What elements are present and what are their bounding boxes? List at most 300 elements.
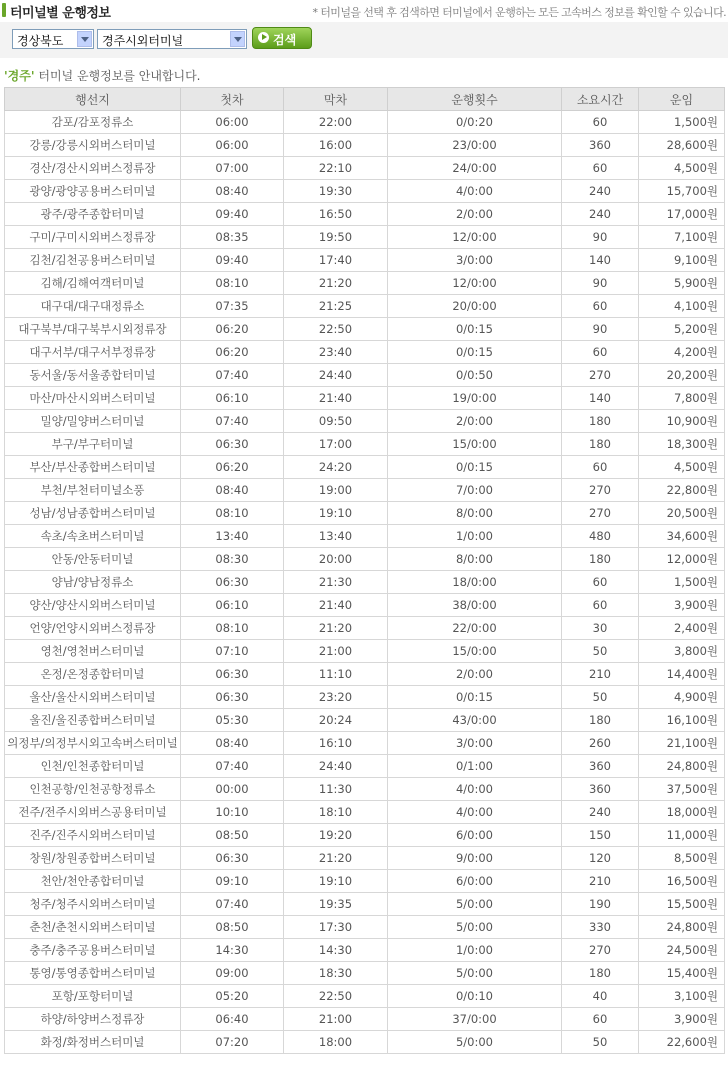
duration-cell: 330 bbox=[562, 916, 639, 939]
destination-cell: 김천/김천공용버스터미널 bbox=[5, 249, 181, 272]
last-bus-cell: 24:40 bbox=[284, 755, 388, 778]
fare-cell: 16,500원 bbox=[639, 870, 725, 893]
table-row bbox=[5, 502, 725, 525]
last-bus-cell: 24:20 bbox=[284, 456, 388, 479]
first-bus-cell: 08:10 bbox=[181, 502, 284, 525]
duration-cell: 180 bbox=[562, 709, 639, 732]
table-row bbox=[5, 663, 725, 686]
trip-count-cell: 0/0:10 bbox=[388, 985, 562, 1008]
table-row bbox=[5, 801, 725, 824]
first-bus-cell: 06:10 bbox=[181, 594, 284, 617]
duration-cell: 150 bbox=[562, 824, 639, 847]
last-bus-cell: 20:24 bbox=[284, 709, 388, 732]
table-header-row bbox=[5, 88, 725, 111]
table-row bbox=[5, 571, 725, 594]
fare-cell: 15,400원 bbox=[639, 962, 725, 985]
duration-cell: 240 bbox=[562, 180, 639, 203]
duration-cell: 360 bbox=[562, 778, 639, 801]
destination-cell: 광주/광주종합터미널 bbox=[5, 203, 181, 226]
destination-cell: 속초/속초버스터미널 bbox=[5, 525, 181, 548]
table-row bbox=[5, 709, 725, 732]
table-row bbox=[5, 410, 725, 433]
header-first-bus: 첫차 bbox=[181, 88, 284, 111]
fare-cell: 3,900원 bbox=[639, 594, 725, 617]
last-bus-cell: 14:30 bbox=[284, 939, 388, 962]
trip-count-cell: 5/0:00 bbox=[388, 916, 562, 939]
trip-count-cell: 38/0:00 bbox=[388, 594, 562, 617]
trip-count-cell: 9/0:00 bbox=[388, 847, 562, 870]
fare-cell: 5,900원 bbox=[639, 272, 725, 295]
destination-cell: 온정/온정종합터미널 bbox=[5, 663, 181, 686]
table-row bbox=[5, 249, 725, 272]
destination-cell: 성남/성남종합버스터미널 bbox=[5, 502, 181, 525]
table-row bbox=[5, 387, 725, 410]
first-bus-cell: 08:40 bbox=[181, 180, 284, 203]
trip-count-cell: 0/0:15 bbox=[388, 318, 562, 341]
last-bus-cell: 16:50 bbox=[284, 203, 388, 226]
destination-cell: 인천공항/인천공항정류소 bbox=[5, 778, 181, 801]
trip-count-cell: 8/0:00 bbox=[388, 548, 562, 571]
last-bus-cell: 19:35 bbox=[284, 893, 388, 916]
table-row bbox=[5, 755, 725, 778]
play-icon bbox=[258, 32, 269, 43]
duration-cell: 50 bbox=[562, 640, 639, 663]
duration-cell: 190 bbox=[562, 893, 639, 916]
last-bus-cell: 16:10 bbox=[284, 732, 388, 755]
fare-cell: 3,100원 bbox=[639, 985, 725, 1008]
destination-cell: 광양/광양공용버스터미널 bbox=[5, 180, 181, 203]
table-row bbox=[5, 525, 725, 548]
last-bus-cell: 21:20 bbox=[284, 272, 388, 295]
trip-count-cell: 43/0:00 bbox=[388, 709, 562, 732]
trip-count-cell: 3/0:00 bbox=[388, 732, 562, 755]
table-row bbox=[5, 985, 725, 1008]
last-bus-cell: 21:40 bbox=[284, 594, 388, 617]
fare-cell: 16,100원 bbox=[639, 709, 725, 732]
trip-count-cell: 0/0:15 bbox=[388, 686, 562, 709]
duration-cell: 270 bbox=[562, 479, 639, 502]
routes-table bbox=[4, 87, 725, 1054]
fare-cell: 20,200원 bbox=[639, 364, 725, 387]
destination-cell: 의정부/의정부시외고속버스터미널 bbox=[5, 732, 181, 755]
table-row bbox=[5, 847, 725, 870]
last-bus-cell: 18:00 bbox=[284, 1031, 388, 1054]
first-bus-cell: 06:10 bbox=[181, 387, 284, 410]
header-trip-count: 운행횟수 bbox=[388, 88, 562, 111]
trip-count-cell: 15/0:00 bbox=[388, 640, 562, 663]
last-bus-cell: 17:00 bbox=[284, 433, 388, 456]
trip-count-cell: 4/0:00 bbox=[388, 778, 562, 801]
fare-cell: 15,500원 bbox=[639, 893, 725, 916]
duration-cell: 60 bbox=[562, 594, 639, 617]
duration-cell: 90 bbox=[562, 226, 639, 249]
destination-cell: 부천/부천터미널소풍 bbox=[5, 479, 181, 502]
duration-cell: 60 bbox=[562, 295, 639, 318]
fare-cell: 1,500원 bbox=[639, 111, 725, 134]
fare-cell: 24,800원 bbox=[639, 755, 725, 778]
last-bus-cell: 11:30 bbox=[284, 778, 388, 801]
last-bus-cell: 23:20 bbox=[284, 686, 388, 709]
fare-cell: 3,800원 bbox=[639, 640, 725, 663]
chevron-down-icon[interactable] bbox=[77, 31, 92, 47]
destination-cell: 울진/울진종합버스터미널 bbox=[5, 709, 181, 732]
intro-text bbox=[4, 67, 201, 84]
first-bus-cell: 13:40 bbox=[181, 525, 284, 548]
table-row bbox=[5, 180, 725, 203]
fare-cell: 12,000원 bbox=[639, 548, 725, 571]
first-bus-cell: 06:30 bbox=[181, 571, 284, 594]
table-row bbox=[5, 272, 725, 295]
last-bus-cell: 19:10 bbox=[284, 502, 388, 525]
first-bus-cell: 07:00 bbox=[181, 157, 284, 180]
first-bus-cell: 06:20 bbox=[181, 456, 284, 479]
fare-cell: 7,100원 bbox=[639, 226, 725, 249]
duration-cell: 60 bbox=[562, 456, 639, 479]
trip-count-cell: 0/0:50 bbox=[388, 364, 562, 387]
last-bus-cell: 16:00 bbox=[284, 134, 388, 157]
fare-cell: 22,600원 bbox=[639, 1031, 725, 1054]
last-bus-cell: 19:50 bbox=[284, 226, 388, 249]
first-bus-cell: 10:10 bbox=[181, 801, 284, 824]
fare-cell: 4,200원 bbox=[639, 341, 725, 364]
destination-cell: 하양/하양버스정류장 bbox=[5, 1008, 181, 1031]
last-bus-cell: 21:20 bbox=[284, 617, 388, 640]
last-bus-cell: 21:25 bbox=[284, 295, 388, 318]
table-row bbox=[5, 318, 725, 341]
destination-cell: 부산/부산종합버스터미널 bbox=[5, 456, 181, 479]
duration-cell: 240 bbox=[562, 203, 639, 226]
trip-count-cell: 2/0:00 bbox=[388, 410, 562, 433]
first-bus-cell: 09:40 bbox=[181, 249, 284, 272]
destination-cell: 동서울/동서울종합터미널 bbox=[5, 364, 181, 387]
duration-cell: 240 bbox=[562, 801, 639, 824]
last-bus-cell: 11:10 bbox=[284, 663, 388, 686]
destination-cell: 구미/구미시외버스정류장 bbox=[5, 226, 181, 249]
destination-cell: 부구/부구터미널 bbox=[5, 433, 181, 456]
last-bus-cell: 19:30 bbox=[284, 180, 388, 203]
table-row bbox=[5, 594, 725, 617]
table-row bbox=[5, 824, 725, 847]
search-button-label: 검색 bbox=[273, 33, 297, 47]
first-bus-cell: 08:40 bbox=[181, 479, 284, 502]
header-last-bus: 막차 bbox=[284, 88, 388, 111]
first-bus-cell: 07:20 bbox=[181, 1031, 284, 1054]
last-bus-cell: 21:20 bbox=[284, 847, 388, 870]
fare-cell: 9,100원 bbox=[639, 249, 725, 272]
last-bus-cell: 22:10 bbox=[284, 157, 388, 180]
destination-cell: 청주/청주시외버스터미널 bbox=[5, 893, 181, 916]
trip-count-cell: 18/0:00 bbox=[388, 571, 562, 594]
terminal-select[interactable] bbox=[97, 29, 247, 49]
last-bus-cell: 09:50 bbox=[284, 410, 388, 433]
fare-cell: 34,600원 bbox=[639, 525, 725, 548]
first-bus-cell: 06:40 bbox=[181, 1008, 284, 1031]
table-row bbox=[5, 870, 725, 893]
trip-count-cell: 24/0:00 bbox=[388, 157, 562, 180]
destination-cell: 포항/포항터미널 bbox=[5, 985, 181, 1008]
fare-cell: 1,500원 bbox=[639, 571, 725, 594]
duration-cell: 180 bbox=[562, 962, 639, 985]
duration-cell: 180 bbox=[562, 433, 639, 456]
fare-cell: 2,400원 bbox=[639, 617, 725, 640]
last-bus-cell: 21:30 bbox=[284, 571, 388, 594]
destination-cell: 마산/마산시외버스터미널 bbox=[5, 387, 181, 410]
trip-count-cell: 5/0:00 bbox=[388, 893, 562, 916]
first-bus-cell: 06:30 bbox=[181, 686, 284, 709]
fare-cell: 24,500원 bbox=[639, 939, 725, 962]
last-bus-cell: 18:30 bbox=[284, 962, 388, 985]
last-bus-cell: 23:40 bbox=[284, 341, 388, 364]
page-title: 터미널별 운행정보 bbox=[10, 6, 111, 21]
first-bus-cell: 07:40 bbox=[181, 364, 284, 387]
trip-count-cell: 1/0:00 bbox=[388, 525, 562, 548]
table-row bbox=[5, 203, 725, 226]
duration-cell: 90 bbox=[562, 318, 639, 341]
duration-cell: 180 bbox=[562, 410, 639, 433]
table-row bbox=[5, 916, 725, 939]
table-row bbox=[5, 640, 725, 663]
first-bus-cell: 07:40 bbox=[181, 755, 284, 778]
first-bus-cell: 09:00 bbox=[181, 962, 284, 985]
table-row bbox=[5, 548, 725, 571]
duration-cell: 210 bbox=[562, 663, 639, 686]
table-row bbox=[5, 962, 725, 985]
first-bus-cell: 00:00 bbox=[181, 778, 284, 801]
table-row bbox=[5, 617, 725, 640]
fare-cell: 5,200원 bbox=[639, 318, 725, 341]
fare-cell: 28,600원 bbox=[639, 134, 725, 157]
duration-cell: 360 bbox=[562, 755, 639, 778]
duration-cell: 270 bbox=[562, 939, 639, 962]
duration-cell: 60 bbox=[562, 341, 639, 364]
trip-count-cell: 15/0:00 bbox=[388, 433, 562, 456]
first-bus-cell: 06:20 bbox=[181, 341, 284, 364]
destination-cell: 감포/감포정류소 bbox=[5, 111, 181, 134]
trip-count-cell: 8/0:00 bbox=[388, 502, 562, 525]
duration-cell: 60 bbox=[562, 571, 639, 594]
duration-cell: 210 bbox=[562, 870, 639, 893]
destination-cell: 대구북부/대구북부시외정류장 bbox=[5, 318, 181, 341]
fare-cell: 7,800원 bbox=[639, 387, 725, 410]
trip-count-cell: 12/0:00 bbox=[388, 226, 562, 249]
destination-cell: 대구대/대구대정류소 bbox=[5, 295, 181, 318]
table-row bbox=[5, 1031, 725, 1054]
trip-count-cell: 0/1:00 bbox=[388, 755, 562, 778]
table-row bbox=[5, 341, 725, 364]
table-row bbox=[5, 479, 725, 502]
duration-cell: 140 bbox=[562, 249, 639, 272]
destination-cell: 양산/양산시외버스터미널 bbox=[5, 594, 181, 617]
trip-count-cell: 3/0:00 bbox=[388, 249, 562, 272]
duration-cell: 30 bbox=[562, 617, 639, 640]
destination-cell: 강릉/강릉시외버스터미널 bbox=[5, 134, 181, 157]
table-row bbox=[5, 1008, 725, 1031]
duration-cell: 60 bbox=[562, 1008, 639, 1031]
first-bus-cell: 07:40 bbox=[181, 410, 284, 433]
fare-cell: 4,900원 bbox=[639, 686, 725, 709]
fare-cell: 4,100원 bbox=[639, 295, 725, 318]
duration-cell: 60 bbox=[562, 111, 639, 134]
first-bus-cell: 08:35 bbox=[181, 226, 284, 249]
intro-body: 터미널 운행정보를 안내합니다. bbox=[34, 69, 201, 83]
first-bus-cell: 08:50 bbox=[181, 824, 284, 847]
fare-cell: 14,400원 bbox=[639, 663, 725, 686]
title-bullet bbox=[2, 3, 6, 17]
destination-cell: 진주/진주시외버스터미널 bbox=[5, 824, 181, 847]
destination-cell: 천안/천안종합터미널 bbox=[5, 870, 181, 893]
fare-cell: 15,700원 bbox=[639, 180, 725, 203]
notice-text: * 터미널을 선택 후 검색하면 터미널에서 운행하는 모든 고속버스 정보를 확인할 수 있습니다. bbox=[312, 6, 726, 19]
last-bus-cell: 22:50 bbox=[284, 318, 388, 341]
fare-cell: 11,000원 bbox=[639, 824, 725, 847]
fare-cell: 4,500원 bbox=[639, 456, 725, 479]
destination-cell: 안동/안동터미널 bbox=[5, 548, 181, 571]
table-row bbox=[5, 433, 725, 456]
duration-cell: 260 bbox=[562, 732, 639, 755]
fare-cell: 10,900원 bbox=[639, 410, 725, 433]
table-row bbox=[5, 364, 725, 387]
trip-count-cell: 12/0:00 bbox=[388, 272, 562, 295]
last-bus-cell: 19:20 bbox=[284, 824, 388, 847]
last-bus-cell: 22:50 bbox=[284, 985, 388, 1008]
duration-cell: 60 bbox=[562, 157, 639, 180]
first-bus-cell: 07:10 bbox=[181, 640, 284, 663]
duration-cell: 270 bbox=[562, 364, 639, 387]
terminal-select-value: 경주시외터미널 bbox=[102, 34, 184, 48]
first-bus-cell: 07:35 bbox=[181, 295, 284, 318]
trip-count-cell: 0/0:15 bbox=[388, 341, 562, 364]
trip-count-cell: 23/0:00 bbox=[388, 134, 562, 157]
first-bus-cell: 05:30 bbox=[181, 709, 284, 732]
table-row bbox=[5, 134, 725, 157]
table-row bbox=[5, 893, 725, 916]
table-body bbox=[5, 111, 725, 1054]
fare-cell: 18,000원 bbox=[639, 801, 725, 824]
table-row bbox=[5, 732, 725, 755]
table-row bbox=[5, 157, 725, 180]
table-row bbox=[5, 456, 725, 479]
first-bus-cell: 09:40 bbox=[181, 203, 284, 226]
trip-count-cell: 2/0:00 bbox=[388, 663, 562, 686]
destination-cell: 울산/울산시외버스터미널 bbox=[5, 686, 181, 709]
first-bus-cell: 06:20 bbox=[181, 318, 284, 341]
destination-cell: 영천/영천버스터미널 bbox=[5, 640, 181, 663]
fare-cell: 24,800원 bbox=[639, 916, 725, 939]
destination-cell: 대구서부/대구서부정류장 bbox=[5, 341, 181, 364]
last-bus-cell: 20:00 bbox=[284, 548, 388, 571]
destination-cell: 밀양/밀양버스터미널 bbox=[5, 410, 181, 433]
region-select[interactable] bbox=[12, 29, 94, 49]
duration-cell: 40 bbox=[562, 985, 639, 1008]
fare-cell: 4,500원 bbox=[639, 157, 725, 180]
last-bus-cell: 21:00 bbox=[284, 1008, 388, 1031]
fare-cell: 37,500원 bbox=[639, 778, 725, 801]
search-button[interactable] bbox=[252, 27, 312, 49]
last-bus-cell: 24:40 bbox=[284, 364, 388, 387]
destination-cell: 양남/양남정류소 bbox=[5, 571, 181, 594]
duration-cell: 90 bbox=[562, 272, 639, 295]
first-bus-cell: 06:00 bbox=[181, 134, 284, 157]
first-bus-cell: 08:30 bbox=[181, 548, 284, 571]
chevron-down-icon[interactable] bbox=[230, 31, 245, 47]
header-destination: 행선지 bbox=[5, 88, 181, 111]
fare-cell: 3,900원 bbox=[639, 1008, 725, 1031]
last-bus-cell: 13:40 bbox=[284, 525, 388, 548]
table-row bbox=[5, 939, 725, 962]
destination-cell: 인천/인천종합터미널 bbox=[5, 755, 181, 778]
destination-cell: 통영/통영종합버스터미널 bbox=[5, 962, 181, 985]
last-bus-cell: 19:00 bbox=[284, 479, 388, 502]
table-row bbox=[5, 295, 725, 318]
fare-cell: 8,500원 bbox=[639, 847, 725, 870]
trip-count-cell: 0/0:20 bbox=[388, 111, 562, 134]
table-row bbox=[5, 686, 725, 709]
first-bus-cell: 06:30 bbox=[181, 433, 284, 456]
header bbox=[0, 0, 728, 22]
fare-cell: 22,800원 bbox=[639, 479, 725, 502]
duration-cell: 180 bbox=[562, 548, 639, 571]
table-row bbox=[5, 778, 725, 801]
destination-cell: 경산/경산시외버스정류장 bbox=[5, 157, 181, 180]
region-select-value: 경상북도 bbox=[17, 34, 64, 48]
first-bus-cell: 09:10 bbox=[181, 870, 284, 893]
last-bus-cell: 18:10 bbox=[284, 801, 388, 824]
last-bus-cell: 21:00 bbox=[284, 640, 388, 663]
duration-cell: 270 bbox=[562, 502, 639, 525]
duration-cell: 50 bbox=[562, 1031, 639, 1054]
destination-cell: 김해/김해여객터미널 bbox=[5, 272, 181, 295]
destination-cell: 춘천/춘천시외버스터미널 bbox=[5, 916, 181, 939]
destination-cell: 창원/창원종합버스터미널 bbox=[5, 847, 181, 870]
trip-count-cell: 2/0:00 bbox=[388, 203, 562, 226]
first-bus-cell: 08:50 bbox=[181, 916, 284, 939]
first-bus-cell: 07:40 bbox=[181, 893, 284, 916]
last-bus-cell: 21:40 bbox=[284, 387, 388, 410]
first-bus-cell: 14:30 bbox=[181, 939, 284, 962]
first-bus-cell: 06:30 bbox=[181, 663, 284, 686]
header-duration: 소요시간 bbox=[562, 88, 639, 111]
duration-cell: 360 bbox=[562, 134, 639, 157]
duration-cell: 120 bbox=[562, 847, 639, 870]
trip-count-cell: 1/0:00 bbox=[388, 939, 562, 962]
last-bus-cell: 17:30 bbox=[284, 916, 388, 939]
duration-cell: 50 bbox=[562, 686, 639, 709]
last-bus-cell: 19:10 bbox=[284, 870, 388, 893]
header-fare: 운임 bbox=[639, 88, 725, 111]
destination-cell: 화정/화정버스터미널 bbox=[5, 1031, 181, 1054]
trip-count-cell: 4/0:00 bbox=[388, 801, 562, 824]
fare-cell: 17,000원 bbox=[639, 203, 725, 226]
trip-count-cell: 19/0:00 bbox=[388, 387, 562, 410]
trip-count-cell: 6/0:00 bbox=[388, 824, 562, 847]
search-area bbox=[0, 22, 728, 58]
destination-cell: 전주/전주시외버스공용터미널 bbox=[5, 801, 181, 824]
table-row bbox=[5, 111, 725, 134]
table-row bbox=[5, 226, 725, 249]
trip-count-cell: 4/0:00 bbox=[388, 180, 562, 203]
fare-cell: 20,500원 bbox=[639, 502, 725, 525]
trip-count-cell: 6/0:00 bbox=[388, 870, 562, 893]
trip-count-cell: 22/0:00 bbox=[388, 617, 562, 640]
trip-count-cell: 5/0:00 bbox=[388, 1031, 562, 1054]
first-bus-cell: 06:00 bbox=[181, 111, 284, 134]
first-bus-cell: 08:10 bbox=[181, 272, 284, 295]
destination-cell: 언양/언양시외버스정류장 bbox=[5, 617, 181, 640]
first-bus-cell: 08:40 bbox=[181, 732, 284, 755]
last-bus-cell: 17:40 bbox=[284, 249, 388, 272]
duration-cell: 480 bbox=[562, 525, 639, 548]
destination-cell: 충주/충주공용버스터미널 bbox=[5, 939, 181, 962]
